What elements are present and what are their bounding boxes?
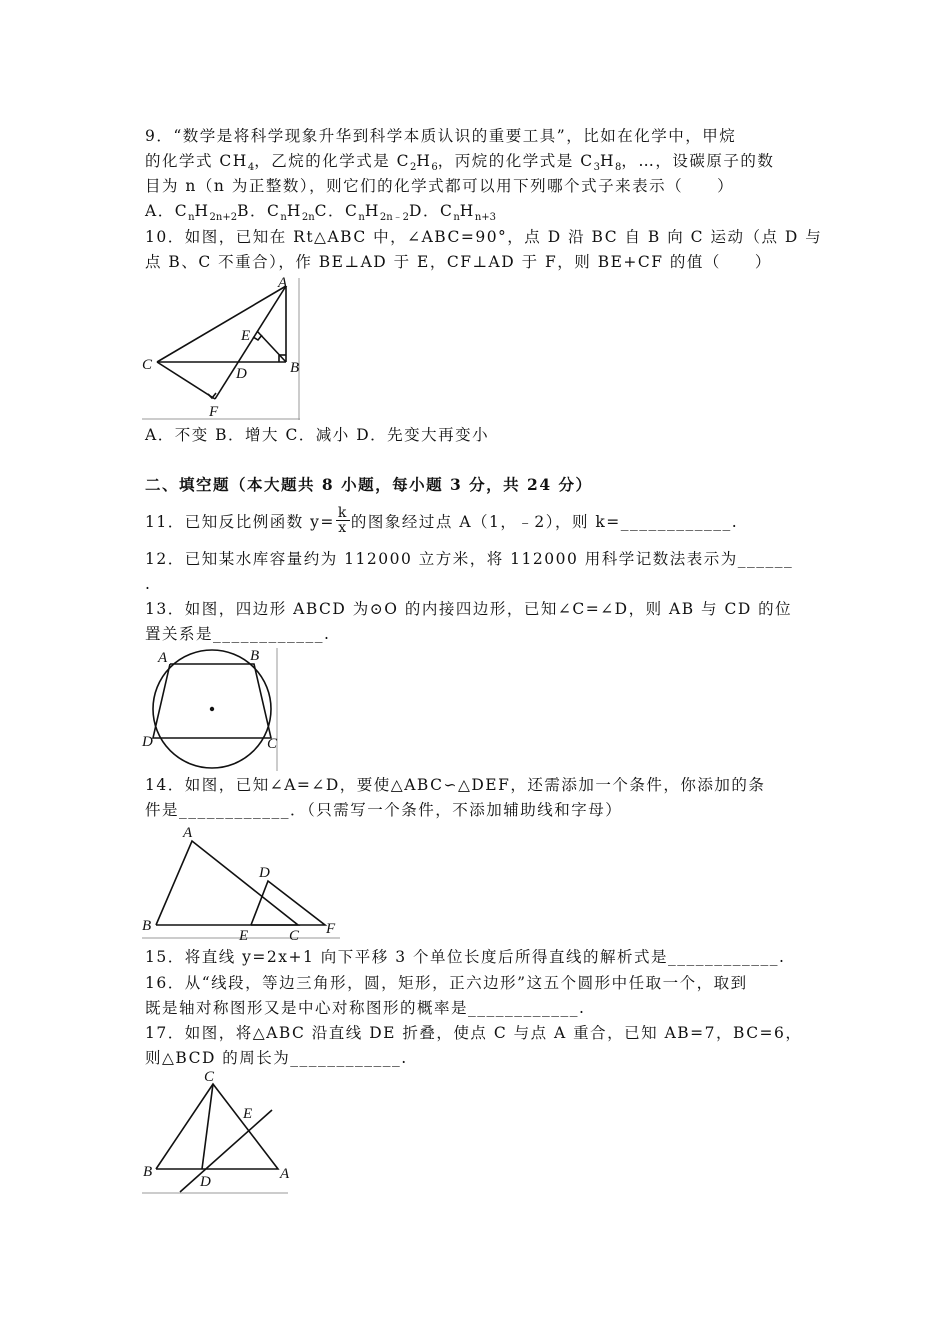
q9-line1: 9．“数学是将科学现象升华到科学本质认识的重要工具”，比如在化学中，甲烷 bbox=[145, 127, 737, 145]
q17-line1: 17．如图，将△ABC 沿直线 DE 折叠，使点 C 与点 A 重合，已知 AB=7，BC=6， bbox=[145, 1024, 803, 1042]
q10-label-E: E bbox=[241, 328, 251, 344]
section2-title: 二、填空题（本大题共 8 小题，每小题 3 分，共 24 分） bbox=[145, 475, 593, 494]
q14-figure bbox=[140, 822, 345, 944]
q17-label-C: C bbox=[204, 1069, 215, 1085]
q15-line1: 15．将直线 y=2x+1 向下平移 3 个单位长度后所得直线的解析式是____________. bbox=[145, 948, 786, 966]
q14-label-F: F bbox=[326, 921, 336, 937]
q13-label-B: B bbox=[250, 648, 260, 664]
q12-line1: 12．已知某水库容量约为 112000 立方米，将 112000 用科学记数法表示为______ bbox=[145, 550, 794, 568]
q10-line2: 点 B、C 不重合），作 BE⊥AD 于 E，CF⊥AD 于 F，则 BE+CF 的值（ ） bbox=[145, 253, 772, 271]
q13-label-A: A bbox=[158, 650, 168, 666]
q17-line2: 则△BCD 的周长为____________. bbox=[145, 1049, 408, 1067]
q14-label-C: C bbox=[289, 928, 300, 944]
q17-label-A: A bbox=[280, 1166, 290, 1182]
q17-label-E: E bbox=[243, 1106, 253, 1122]
q10-label-D: D bbox=[236, 366, 247, 382]
q14-label-D: D bbox=[259, 865, 270, 881]
q9-options: A．$C_nH_{2n+2}B$．$C_nH_{2n}C$．$C_nH_{2n﹣2}D$．$C_nH_{n+3}$ bbox=[145, 202, 497, 224]
q14-label-B: B bbox=[142, 918, 152, 934]
q10-label-B: B bbox=[290, 360, 300, 376]
q11-line: 11．已知反比例函数 y= $\frac{k}{x}$ 的图象经过点 A（1，﹣2），则 k=____________. bbox=[145, 504, 739, 536]
q13-label-D: D bbox=[142, 734, 153, 750]
q10-label-C: C bbox=[142, 357, 153, 373]
q13-line2: 置关系是____________. bbox=[145, 625, 331, 643]
q11-fraction: $\frac{k}{x}$ bbox=[337, 504, 348, 536]
q10-label-F: F bbox=[209, 404, 219, 420]
q14-label-E: E bbox=[239, 928, 249, 944]
q10-options: A．不变 B．增大 C．减小 D．先变大再变小 bbox=[145, 426, 490, 444]
q17-label-D: D bbox=[200, 1174, 211, 1190]
q10-line1: 10．如图，已知在 Rt△ABC 中，∠ABC=90°，点 D 沿 BC 自 B 向 C 运动（点 D 与 bbox=[145, 228, 823, 246]
q10-figure bbox=[140, 274, 305, 422]
q14-line2: 件是____________．（只需写一个条件，不添加辅助线和字母） bbox=[145, 801, 623, 819]
q13-label-C: C bbox=[267, 736, 278, 752]
q10-label-A: A bbox=[278, 275, 288, 291]
q13-figure bbox=[140, 644, 285, 772]
q16-line2: 既是轴对称图形又是中心对称图形的概率是____________. bbox=[145, 999, 586, 1017]
q9-line3: 目为 n（n 为正整数），则它们的化学式都可以用下列哪个式子来表示（ ） bbox=[145, 177, 735, 195]
q16-line1: 16．从“线段，等边三角形，圆，矩形，正六边形”这五个圆形中任取一个，取到 bbox=[145, 974, 748, 992]
q17-figure bbox=[140, 1066, 295, 1196]
q12-line2: . bbox=[145, 575, 152, 593]
q14-label-A: A bbox=[183, 825, 193, 841]
q9-line2: 的化学式 $CH_4$，乙烷的化学式是 $C_2H_6$，丙烷的化学式是 $C_3H_8$，…，设碳原子的数 bbox=[145, 152, 775, 174]
q14-line1: 14．如图，已知∠A=∠D，要使△ABC∽△DEF，还需添加一个条件，你添加的条 bbox=[145, 776, 766, 794]
q17-label-B: B bbox=[143, 1164, 153, 1180]
q13-line1: 13．如图，四边形 ABCD 为⊙O 的内接四边形，已知∠C=∠D，则 AB 与 CD 的位 bbox=[145, 600, 793, 618]
